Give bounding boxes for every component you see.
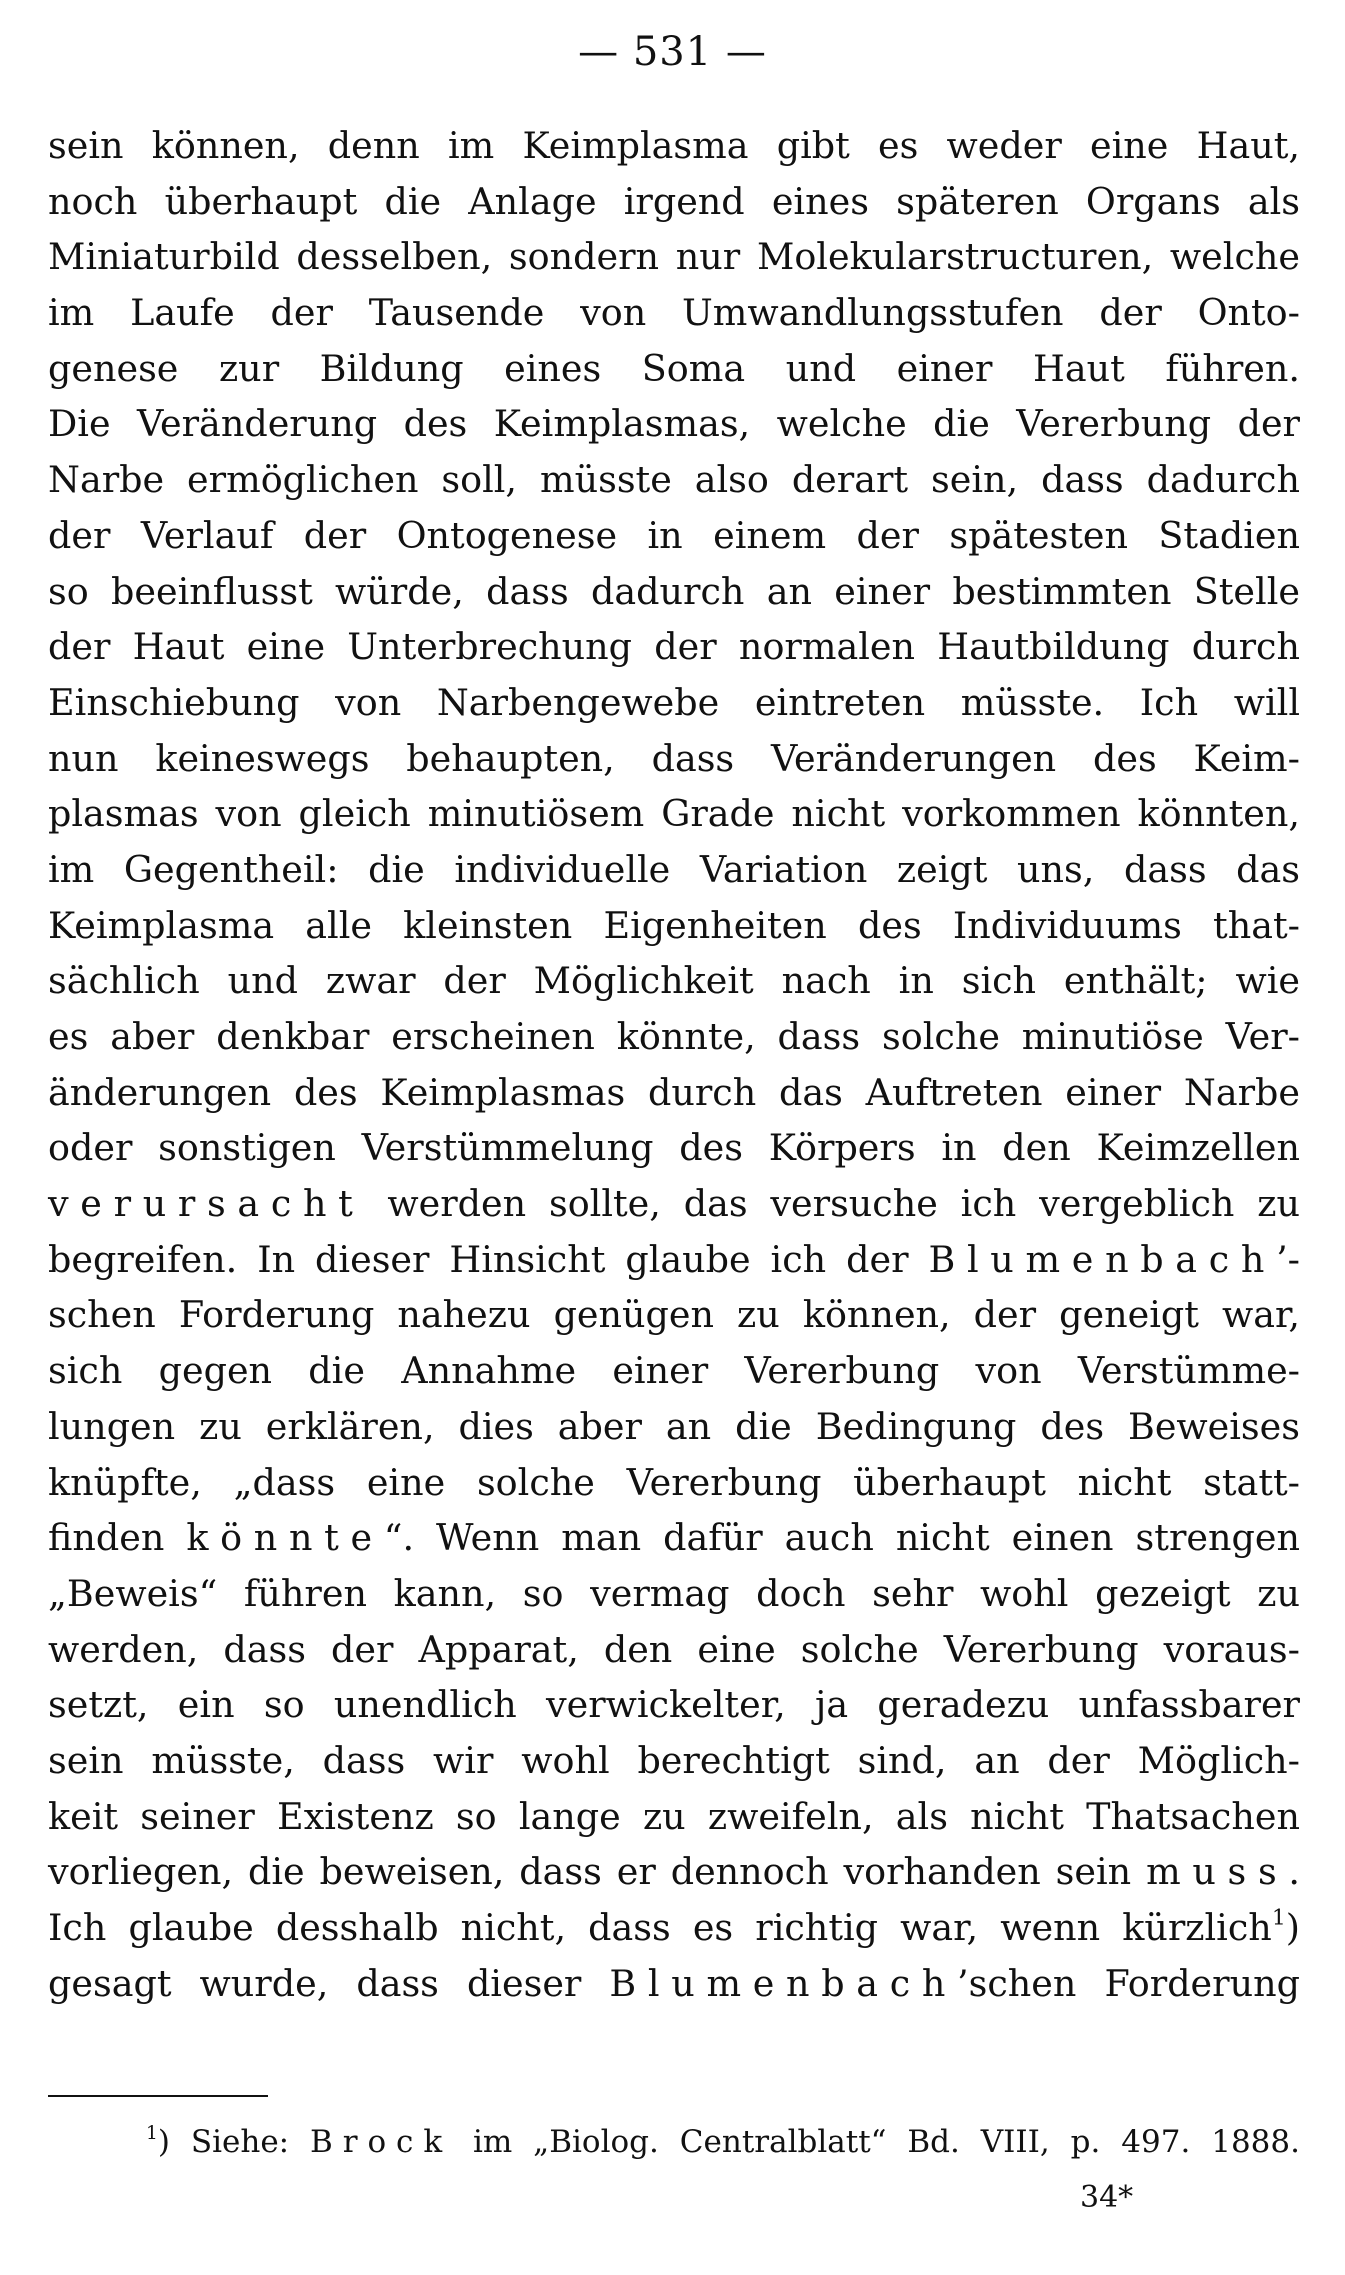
text-line-3: Miniaturbild desselben, sondern nur Molekularstructuren, welche — [48, 235, 1300, 279]
text-line-4: im Laufe der Tausende von Umwandlungsstufen der Onto- — [48, 291, 1300, 335]
footnote-text: im „Biolog. Centralblatt“ Bd. VIII, p. 497. 1888. — [452, 2124, 1300, 2160]
text-line-28: werden, dass der Apparat, den eine solche Vererbung voraus- — [48, 1627, 1300, 1671]
text-segment: . — [1288, 1850, 1300, 1894]
emphasis-spaced: Blumenbach — [928, 1237, 1277, 1281]
text-segment: werden sollte, das versuche ich vergeblich zu — [364, 1182, 1300, 1226]
text-line-31: keit seiner Existenz so lange zu zweifeln, als nicht Thatsachen — [48, 1794, 1300, 1838]
text-line-7: Narbe ermöglichen soll, müsste also derart sein, dass dadurch — [48, 458, 1300, 502]
text-line-20 — [48, 1176, 1300, 1232]
text-line-22: schen Forderung nahezu genügen zu können, der geneigt war, — [48, 1293, 1300, 1337]
page-number: — 531 — — [578, 29, 767, 75]
footnote-marker: 1 — [146, 2122, 158, 2144]
text-line-11: Einschiebung von Narbengewebe eintreten müsste. Ich will — [48, 680, 1300, 724]
text-line-32 — [48, 1844, 1300, 1900]
text-line-24: lungen zu erklären, dies aber an die Bedingung des Beweises — [48, 1404, 1300, 1448]
text-line-1: sein können, denn im Keimplasma gibt es weder eine Haut, — [48, 124, 1300, 167]
emphasis-spaced: muss — [1146, 1850, 1289, 1894]
text-line-10: der Haut eine Unterbrechung der normalen Hautbildung durch — [48, 625, 1300, 669]
text-line-23: sich gegen die Annahme einer Vererbung von Verstümme- — [48, 1349, 1300, 1393]
text-line-21 — [48, 1232, 1300, 1288]
text-line-26 — [48, 1510, 1300, 1566]
text-segment: begreifen. In dieser Hinsicht glaube ich der — [48, 1237, 929, 1281]
text-line-6: Die Veränderung des Keimplasmas, welche die Vererbung der — [48, 402, 1300, 446]
emphasis-spaced: könnte — [186, 1516, 384, 1560]
text-line-13: plasmas von gleich minutiösem Grade nicht vorkommen könnten, — [48, 792, 1300, 836]
footnote-divider — [48, 2095, 268, 2097]
text-line-5: genese zur Bildung eines Soma und einer Haut führen. — [48, 346, 1300, 390]
footnote-marker-close: ) — [157, 2124, 170, 2160]
footnote-text: Siehe: — [169, 2124, 311, 2160]
text-line-33 — [48, 1900, 1300, 1956]
text-segment: Ich glaube desshalb nicht, dass es richtig war, wenn kürzlich — [48, 1906, 1272, 1949]
text-line-29: setzt, ein so unendlich verwickelter, ja geradezu unfassbarer — [48, 1683, 1300, 1727]
text-line-25: knüpfte, „dass eine solche Vererbung überhaupt nicht statt- — [48, 1460, 1300, 1504]
text-line-2: noch überhaupt die Anlage irgend eines späteren Organs als — [48, 179, 1300, 223]
footnote-author: Brock — [310, 2124, 453, 2160]
text-segment: ’- — [1276, 1237, 1300, 1281]
text-line-12: nun keineswegs behaupten, dass Veränderungen des Keim- — [48, 736, 1300, 780]
emphasis-spaced: verursacht — [48, 1182, 365, 1226]
text-segment: ’schen Forderung — [957, 1961, 1300, 2005]
text-segment: ) — [1285, 1906, 1300, 1949]
text-line-14: im Gegentheil: die individuelle Variation zeigt uns, dass das — [48, 847, 1300, 891]
text-line-17: es aber denkbar erscheinen könnte, dass solche minutiöse Ver- — [48, 1015, 1300, 1058]
text-segment: “. Wenn man dafür auch nicht einen strengen — [383, 1516, 1300, 1560]
text-line-8: der Verlauf der Ontogenese in einem der spätesten Stadien — [48, 513, 1300, 557]
text-line-18: änderungen des Keimplasmas durch das Auftreten einer Narbe — [48, 1070, 1300, 1114]
text-segment: vorliegen, die beweisen, dass er dennoch vorhanden sein — [48, 1850, 1147, 1894]
text-line-15: Keimplasma alle kleinsten Eigenheiten des Individuums that- — [48, 903, 1300, 947]
emphasis-spaced: Blumenbach — [609, 1961, 958, 2005]
footnote — [48, 2120, 1300, 2164]
text-line-9: so beeinflusst würde, dass dadurch an einer bestimmten Stelle — [48, 569, 1300, 613]
text-line-19: oder sonstigen Verstümmelung des Körpers in den Keimzellen — [48, 1126, 1300, 1170]
text-segment: finden — [48, 1516, 187, 1560]
text-line-34 — [48, 1956, 1300, 2012]
footnote-reference: 1 — [1271, 1905, 1286, 1931]
printer-signature: 34* — [1080, 2180, 1134, 2215]
text-line-16: sächlich und zwar der Möglichkeit nach in sich enthält; wie — [48, 959, 1300, 1003]
text-line-30: sein müsste, dass wir wohl berechtigt sind, an der Möglich- — [48, 1738, 1300, 1782]
text-segment: gesagt wurde, dass dieser — [48, 1961, 610, 2005]
text-line-27: „Beweis“ führen kann, so vermag doch sehr wohl gezeigt zu — [48, 1571, 1300, 1615]
body-text — [48, 118, 1300, 2011]
